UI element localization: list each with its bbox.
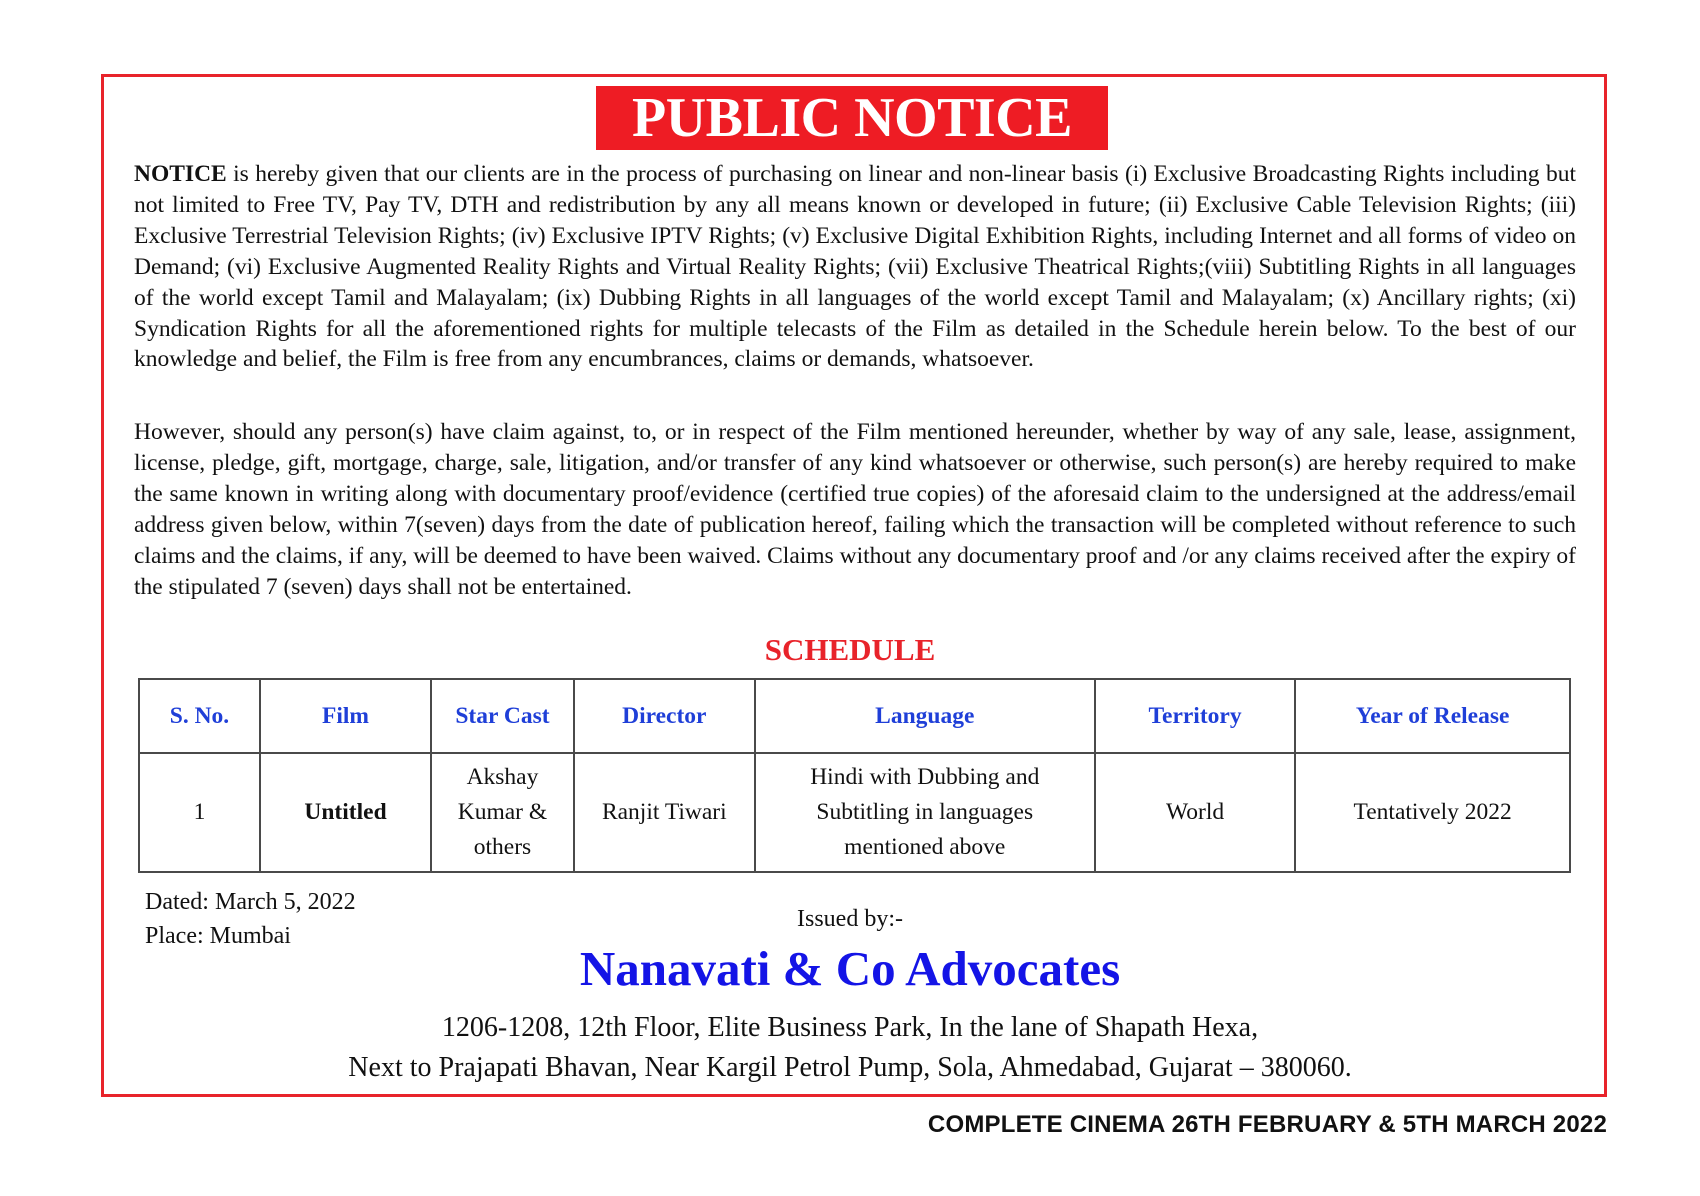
issued-by-label: Issued by:-: [797, 906, 903, 932]
schedule-table: [138, 678, 1571, 873]
notice-lead-word: NOTICE: [134, 161, 227, 187]
cell-language: [755, 753, 1095, 872]
star-cast-line: Akshay: [466, 764, 539, 790]
cell-director: Ranjit Tiwari: [574, 753, 755, 872]
column-header-language: Language: [755, 679, 1095, 753]
publication-footer-note: COMPLETE CINEMA 26TH FEBRUARY & 5TH MARCH 2022: [927, 1111, 1607, 1138]
language-line: Hindi with Dubbing and: [810, 764, 1040, 790]
column-header-sno: S. No.: [139, 679, 260, 753]
firm-name: Nanavati & Co Advocates: [579, 941, 1121, 996]
column-header-star-cast: Star Cast: [431, 679, 574, 753]
cell-sno: 1: [139, 753, 260, 872]
address-line-1: 1206-1208, 12th Floor, Elite Business Park, In the lane of Shapath Hexa,: [441, 1012, 1259, 1043]
star-cast-line: Kumar &: [457, 799, 548, 825]
notice-paragraph-1: [134, 159, 1576, 375]
dated-line: Dated: March 5, 2022: [145, 889, 356, 915]
cell-territory: World: [1095, 753, 1296, 872]
notice-title: PUBLIC NOTICE: [596, 86, 1108, 150]
schedule-header-row: [139, 679, 1570, 753]
column-header-director: Director: [574, 679, 755, 753]
column-header-territory: Territory: [1095, 679, 1296, 753]
column-header-year: Year of Release: [1295, 679, 1570, 753]
notice-paragraph-2: However, should any person(s) have claim against, to, or in respect of the Film mentioned hereunder, whether by way of any sale, lease, assignment, license, pledge, gift, mortgage, charge, sale, litigation, and/or transfer of any kind whatsoever or otherwise, such person(s) are hereby required to make the same known in writing along with documentary proof/evidence (certified true copies) of the aforesaid claim to the undersigned at the address/email address given below, within 7(seven) days from the date of publication hereof, failing which the transaction will be completed without reference to such claims and the claims, if any, will be deemed to have been waived. Claims without any documentary proof and /or any claims received after the expiry of the stipulated 7 (seven) days shall not be entertained.: [134, 419, 1576, 600]
star-cast-line: others: [473, 834, 532, 860]
column-header-film: Film: [260, 679, 431, 753]
language-line: Subtitling in languages: [816, 799, 1034, 825]
place-line: Place: Mumbai: [145, 923, 291, 949]
schedule-heading: SCHEDULE: [764, 632, 936, 667]
cell-star-cast: [431, 753, 574, 872]
address-line-2: Next to Prajapati Bhavan, Near Kargil Petrol Pump, Sola, Ahmedabad, Gujarat – 380060.: [348, 1052, 1352, 1083]
cell-year: Tentatively 2022: [1295, 753, 1570, 872]
cell-film: Untitled: [260, 753, 431, 872]
table-row: [139, 753, 1570, 872]
language-line: mentioned above: [844, 834, 1006, 860]
notice-paragraph-1-body: is hereby given that our clients are in the process of purchasing on linear and non-linear basis (i) Exclusive Broadcasting Rights including but not limited to Free TV, Pay TV, DTH and redistribution by any all means known or developed in future; (ii) Exclusive Cable Television Rights; (iii) Exclusive Terrestrial Television Rights; (iv) Exclusive IPTV Rights; (v) Exclusive Digital Exhibition Rights, including Internet and all forms of video on Demand; (vi) Exclusive Augmented Reality Rights and Virtual Reality Rights; (vii) Exclusive Theatrical Rights;(viii) Subtitling Rights in all languages of the world except Tamil and Malayalam; (ix) Dubbing Rights in all languages of the world except Tamil and Malayalam; (x) Ancillary rights; (xi) Syndication Rights for all the aforementioned rights for multiple telecasts of the Film as detailed in the Schedule herein below. To the best of our knowledge and belief, the Film is free from any encumbrances, claims or demands, whatsoever.: [134, 161, 1576, 373]
